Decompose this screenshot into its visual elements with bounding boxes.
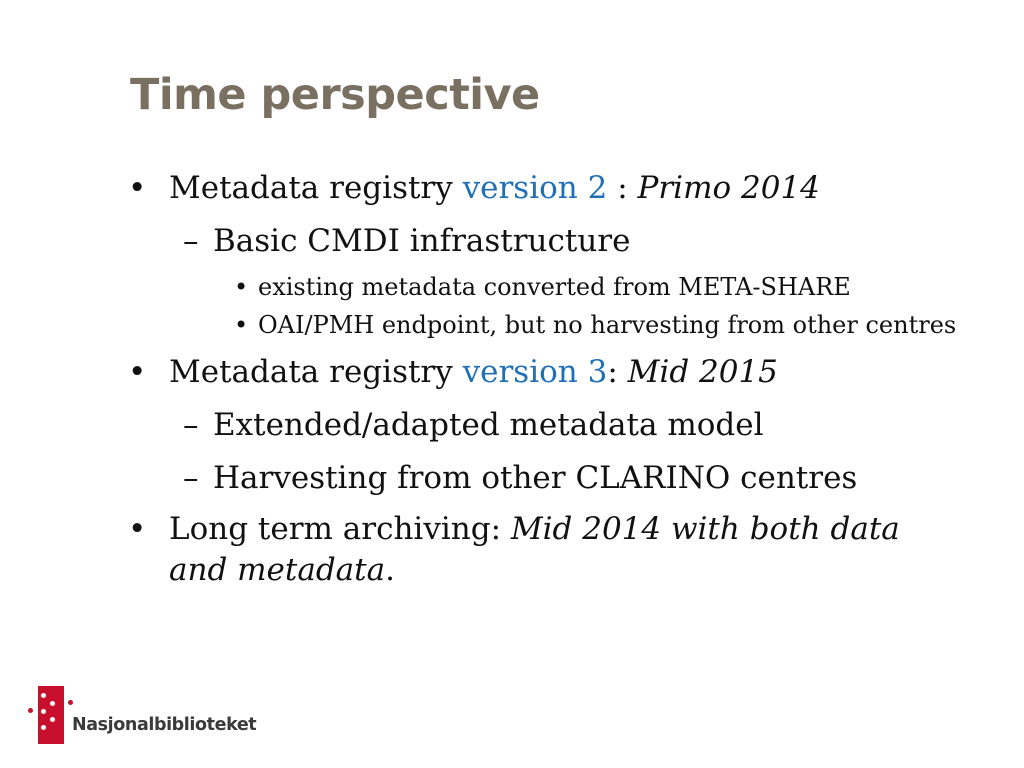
bullet-prefix: Metadata registry [169, 170, 463, 206]
bullet-version-2 [126, 168, 966, 209]
bullet-prefix: Metadata registry [169, 354, 463, 390]
sub-bullet-text: Basic CMDI infrastructure [213, 223, 631, 259]
bullet-marker: • [128, 511, 147, 547]
logo-dot [41, 725, 46, 730]
logo-dot [68, 700, 73, 705]
release-date: Primo 2014 [637, 170, 820, 206]
bullet-marker: • [128, 170, 147, 206]
logo-dot [41, 693, 46, 698]
bullet-version-3 [126, 352, 966, 393]
bullet-marker: • [234, 273, 249, 301]
archiving-date: Mid 2014 with both data and metadata [169, 511, 900, 588]
bullet-suffix: . [385, 552, 395, 588]
bullet-long-term-archiving [126, 509, 966, 591]
sub-sub-bullet-text: existing metadata converted from META-SHARE [258, 273, 851, 301]
nasjonalbiblioteket-logo [24, 686, 284, 746]
logo-dot [50, 701, 55, 706]
dash-marker: – [183, 460, 199, 496]
slide-title: Time perspective [130, 70, 540, 120]
sub-sub-bullet-oai-pmh [126, 308, 966, 342]
sub-bullet-text: Harvesting from other CLARINO centres [213, 460, 858, 496]
dash-marker: – [183, 407, 199, 443]
bullet-marker: • [234, 311, 249, 339]
dash-marker: – [183, 223, 199, 259]
logo-dot [50, 717, 55, 722]
logo-dot [41, 709, 46, 714]
bullet-separator: : [607, 354, 628, 390]
bullet-list [126, 168, 966, 591]
sub-bullet-harvesting [126, 458, 966, 499]
logo-text: Nasjonalbiblioteket [72, 715, 257, 735]
release-date: Mid 2015 [627, 354, 778, 390]
sub-bullet-extended-model [126, 405, 966, 446]
bullet-separator: : [607, 170, 638, 206]
version-2-text: version 2 [462, 170, 608, 206]
sub-sub-bullet-text: OAI/PMH endpoint, but no harvesting from other centres [258, 311, 957, 339]
logo-dot [28, 708, 33, 713]
sub-bullet-basic-cmdi [126, 221, 966, 262]
bullet-marker: • [128, 354, 147, 390]
nasjonalbiblioteket-logo-icon [38, 686, 64, 744]
sub-sub-bullet-meta-share [126, 270, 966, 304]
sub-bullet-text: Extended/adapted metadata model [213, 407, 764, 443]
version-3-text: version 3 [462, 354, 608, 390]
bullet-prefix: Long term archiving: [169, 511, 511, 547]
